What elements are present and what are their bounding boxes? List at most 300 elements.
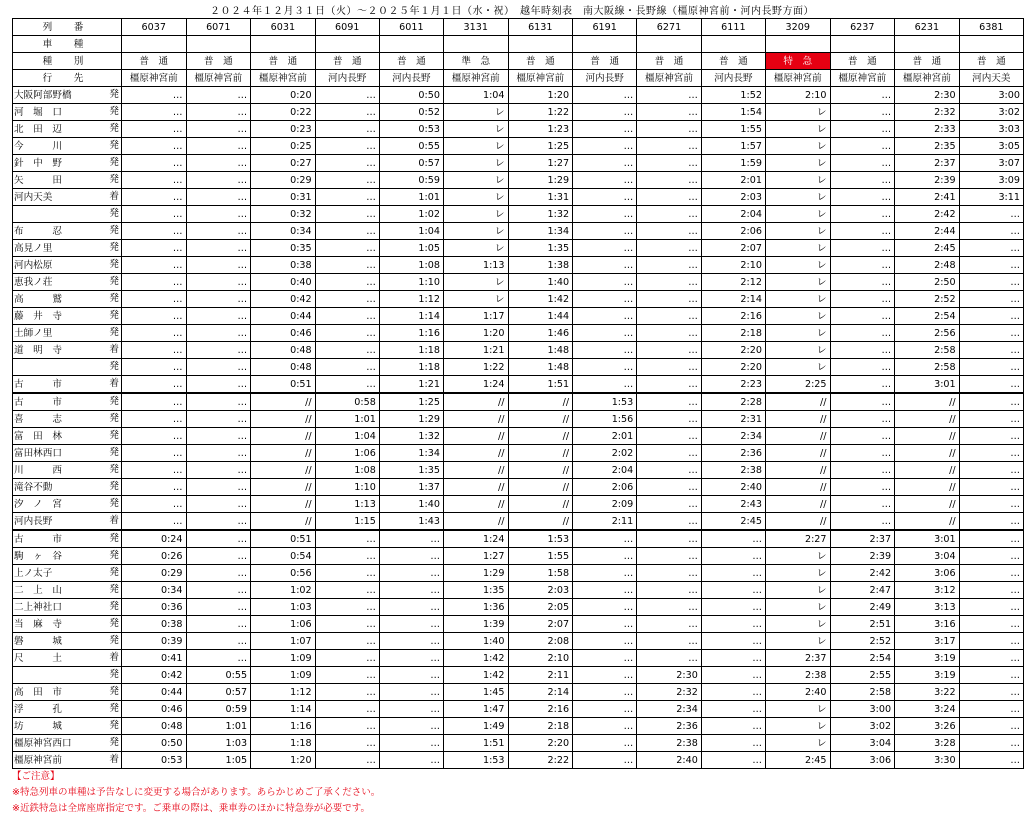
time-cell: 0:51 bbox=[251, 376, 316, 394]
header-cell bbox=[508, 36, 573, 53]
header-cell bbox=[121, 36, 186, 53]
time-cell: 1:47 bbox=[443, 701, 508, 718]
table-row bbox=[13, 87, 1024, 104]
time-cell: 0:32 bbox=[251, 206, 316, 223]
header-cell: 普 通 bbox=[379, 53, 443, 70]
time-cell: 2:52 bbox=[830, 633, 895, 650]
station-cell bbox=[13, 121, 122, 138]
time-cell: … bbox=[379, 752, 443, 769]
time-cell: … bbox=[315, 257, 379, 274]
station-name: 矢 田 bbox=[14, 174, 62, 186]
time-cell: 1:29 bbox=[508, 172, 573, 189]
time-cell: … bbox=[830, 496, 895, 513]
header-cell bbox=[637, 36, 702, 53]
station-cell bbox=[13, 428, 122, 445]
time-cell: … bbox=[959, 752, 1023, 769]
time-cell: 2:20 bbox=[701, 359, 765, 376]
time-cell: 0:58 bbox=[315, 393, 379, 411]
time-cell: … bbox=[637, 342, 702, 359]
table-row bbox=[13, 155, 1024, 172]
time-cell: … bbox=[573, 138, 637, 155]
time-cell: 0:38 bbox=[121, 616, 186, 633]
time-cell: … bbox=[186, 138, 251, 155]
time-cell: … bbox=[830, 411, 895, 428]
time-cell: 2:01 bbox=[701, 172, 765, 189]
time-cell: 2:10 bbox=[701, 257, 765, 274]
time-cell: … bbox=[637, 496, 702, 513]
station-cell bbox=[13, 359, 122, 376]
time-cell: レ bbox=[765, 308, 830, 325]
time-cell: レ bbox=[765, 633, 830, 650]
arrive-depart-mark: 発 bbox=[109, 430, 119, 441]
time-cell: … bbox=[701, 667, 765, 684]
station-name: 磐 城 bbox=[14, 635, 62, 647]
time-cell: 3:12 bbox=[895, 582, 960, 599]
time-cell: 1:27 bbox=[443, 548, 508, 565]
time-cell: … bbox=[637, 479, 702, 496]
header-row bbox=[13, 53, 1024, 70]
arrive-depart-mark: 発 bbox=[109, 635, 119, 646]
time-cell: … bbox=[379, 530, 443, 548]
time-cell: … bbox=[573, 582, 637, 599]
header-cell: 橿原神宮前 bbox=[251, 70, 316, 87]
time-cell: 1:42 bbox=[508, 291, 573, 308]
time-cell: 0:51 bbox=[251, 530, 316, 548]
time-cell: … bbox=[637, 240, 702, 257]
time-cell: // bbox=[765, 479, 830, 496]
time-cell: 1:01 bbox=[315, 411, 379, 428]
time-cell: … bbox=[637, 308, 702, 325]
time-cell: … bbox=[830, 206, 895, 223]
time-cell: … bbox=[121, 308, 186, 325]
header-cell: 普 通 bbox=[251, 53, 316, 70]
time-cell: … bbox=[186, 462, 251, 479]
time-cell: 1:31 bbox=[508, 189, 573, 206]
time-cell: 0:52 bbox=[379, 104, 443, 121]
arrive-depart-mark: 発 bbox=[109, 242, 119, 253]
time-cell: … bbox=[830, 274, 895, 291]
time-cell: … bbox=[379, 565, 443, 582]
time-cell: … bbox=[186, 445, 251, 462]
time-cell: 1:14 bbox=[379, 308, 443, 325]
time-cell: 1:37 bbox=[379, 479, 443, 496]
time-cell: 1:04 bbox=[315, 428, 379, 445]
time-cell: … bbox=[959, 359, 1023, 376]
station-name: 浮 孔 bbox=[14, 703, 62, 715]
time-cell: // bbox=[765, 411, 830, 428]
time-cell: 1:34 bbox=[379, 445, 443, 462]
time-cell: … bbox=[701, 752, 765, 769]
time-cell: … bbox=[573, 172, 637, 189]
time-cell: … bbox=[701, 616, 765, 633]
time-cell: 1:22 bbox=[443, 359, 508, 376]
time-cell: … bbox=[637, 530, 702, 548]
time-cell: 1:53 bbox=[443, 752, 508, 769]
time-cell: 1:08 bbox=[315, 462, 379, 479]
time-cell: … bbox=[959, 513, 1023, 531]
time-cell: … bbox=[379, 667, 443, 684]
time-cell: … bbox=[186, 479, 251, 496]
station-cell bbox=[13, 223, 122, 240]
time-cell: … bbox=[959, 684, 1023, 701]
time-cell: // bbox=[508, 479, 573, 496]
time-cell: … bbox=[186, 599, 251, 616]
time-cell: 3:26 bbox=[895, 718, 960, 735]
time-cell: … bbox=[573, 616, 637, 633]
time-cell: 1:01 bbox=[186, 718, 251, 735]
time-cell: 2:05 bbox=[508, 599, 573, 616]
time-cell: // bbox=[443, 496, 508, 513]
time-cell: … bbox=[637, 582, 702, 599]
time-cell: … bbox=[830, 445, 895, 462]
time-cell: … bbox=[315, 342, 379, 359]
time-cell: 2:56 bbox=[895, 325, 960, 342]
time-cell: … bbox=[637, 87, 702, 104]
time-cell: 0:44 bbox=[251, 308, 316, 325]
time-cell: 3:16 bbox=[895, 616, 960, 633]
time-cell: … bbox=[573, 206, 637, 223]
header-cell: 普 通 bbox=[121, 53, 186, 70]
time-cell: … bbox=[959, 650, 1023, 667]
time-cell: … bbox=[959, 376, 1023, 394]
station-cell bbox=[13, 189, 122, 206]
station-cell bbox=[13, 684, 122, 701]
arrive-depart-mark: 着 bbox=[109, 378, 119, 389]
time-cell: 1:38 bbox=[508, 257, 573, 274]
time-cell: … bbox=[959, 582, 1023, 599]
time-cell: … bbox=[121, 445, 186, 462]
time-cell: … bbox=[315, 752, 379, 769]
time-cell: … bbox=[315, 530, 379, 548]
station-cell bbox=[13, 462, 122, 479]
header-cell: 特 急 bbox=[765, 53, 830, 70]
time-cell: … bbox=[315, 701, 379, 718]
time-cell: 1:42 bbox=[443, 650, 508, 667]
time-cell: … bbox=[959, 257, 1023, 274]
time-cell: 2:38 bbox=[701, 462, 765, 479]
time-cell: 2:03 bbox=[701, 189, 765, 206]
time-cell: … bbox=[315, 684, 379, 701]
time-cell: … bbox=[637, 274, 702, 291]
header-label: 行 先 bbox=[13, 70, 122, 87]
time-cell: … bbox=[573, 104, 637, 121]
time-cell: … bbox=[573, 291, 637, 308]
time-cell: 0:44 bbox=[121, 684, 186, 701]
time-cell: // bbox=[895, 496, 960, 513]
station-cell bbox=[13, 667, 122, 684]
time-cell: レ bbox=[765, 548, 830, 565]
time-cell: レ bbox=[443, 240, 508, 257]
time-cell: … bbox=[186, 87, 251, 104]
time-cell: 3:30 bbox=[895, 752, 960, 769]
time-cell: 1:29 bbox=[443, 565, 508, 582]
time-cell: … bbox=[573, 599, 637, 616]
time-cell: 1:05 bbox=[186, 752, 251, 769]
time-cell: … bbox=[186, 155, 251, 172]
time-cell: レ bbox=[443, 104, 508, 121]
time-cell: 1:52 bbox=[701, 87, 765, 104]
time-cell: 2:50 bbox=[895, 274, 960, 291]
time-cell: 0:46 bbox=[251, 325, 316, 342]
time-cell: … bbox=[573, 667, 637, 684]
time-cell: 3:01 bbox=[895, 530, 960, 548]
time-cell: … bbox=[573, 548, 637, 565]
header-cell: 普 通 bbox=[701, 53, 765, 70]
header-cell: 6031 bbox=[251, 19, 316, 36]
time-cell: 2:11 bbox=[508, 667, 573, 684]
time-cell: … bbox=[959, 616, 1023, 633]
time-cell: … bbox=[315, 667, 379, 684]
time-cell: … bbox=[379, 599, 443, 616]
station-name: 河内松原 bbox=[14, 259, 53, 271]
time-cell: 2:36 bbox=[637, 718, 702, 735]
time-cell: … bbox=[186, 530, 251, 548]
station-name: 古 市 bbox=[14, 533, 62, 545]
time-cell: … bbox=[701, 701, 765, 718]
time-cell: … bbox=[830, 308, 895, 325]
time-cell: 3:02 bbox=[830, 718, 895, 735]
time-cell: 0:55 bbox=[186, 667, 251, 684]
time-cell: 1:14 bbox=[251, 701, 316, 718]
time-cell: 1:03 bbox=[251, 599, 316, 616]
time-cell: … bbox=[315, 633, 379, 650]
time-cell: // bbox=[443, 393, 508, 411]
time-cell: 2:34 bbox=[637, 701, 702, 718]
page-title: ２０２４年１２月３１日（火）～２０２５年１月１日（水・祝） 越年時刻表 南大阪線・長野線（橿原神宮前・河内長野方面） bbox=[210, 6, 814, 17]
time-cell: … bbox=[959, 308, 1023, 325]
time-cell: 1:35 bbox=[443, 582, 508, 599]
arrive-depart-mark: 発 bbox=[109, 140, 119, 151]
time-cell: 2:34 bbox=[701, 428, 765, 445]
time-cell: 2:44 bbox=[895, 223, 960, 240]
arrive-depart-mark: 発 bbox=[109, 618, 119, 629]
station-cell bbox=[13, 565, 122, 582]
time-cell: … bbox=[573, 565, 637, 582]
time-cell: 2:10 bbox=[508, 650, 573, 667]
time-cell: … bbox=[121, 172, 186, 189]
time-cell: // bbox=[251, 513, 316, 531]
time-cell: 0:48 bbox=[251, 342, 316, 359]
station-name: 土師ノ里 bbox=[14, 327, 53, 339]
time-cell: … bbox=[637, 155, 702, 172]
time-cell: 0:42 bbox=[251, 291, 316, 308]
time-cell: … bbox=[959, 548, 1023, 565]
time-cell: … bbox=[573, 376, 637, 394]
time-cell: 2:14 bbox=[701, 291, 765, 308]
time-cell: // bbox=[251, 393, 316, 411]
station-cell bbox=[13, 496, 122, 513]
time-cell: … bbox=[186, 342, 251, 359]
time-cell: レ bbox=[765, 565, 830, 582]
station-cell bbox=[13, 701, 122, 718]
station-name: 古 市 bbox=[14, 396, 62, 408]
time-cell: 2:09 bbox=[573, 496, 637, 513]
header-cell: 橿原神宮前 bbox=[895, 70, 960, 87]
time-cell: 0:39 bbox=[121, 633, 186, 650]
header-cell: 橿原神宮前 bbox=[508, 70, 573, 87]
time-cell: 1:06 bbox=[251, 616, 316, 633]
time-cell: … bbox=[315, 565, 379, 582]
time-cell: … bbox=[959, 462, 1023, 479]
station-cell bbox=[13, 530, 122, 548]
time-cell: 2:52 bbox=[895, 291, 960, 308]
arrive-depart-mark: 発 bbox=[109, 106, 119, 117]
time-cell: … bbox=[637, 325, 702, 342]
time-cell: 3:19 bbox=[895, 650, 960, 667]
time-cell: 2:38 bbox=[637, 735, 702, 752]
time-cell: 3:09 bbox=[959, 172, 1023, 189]
time-cell: レ bbox=[765, 701, 830, 718]
time-cell: … bbox=[121, 411, 186, 428]
time-cell: … bbox=[121, 479, 186, 496]
time-cell: … bbox=[186, 650, 251, 667]
header-cell: 普 通 bbox=[637, 53, 702, 70]
arrive-depart-mark: 発 bbox=[109, 584, 119, 595]
arrive-depart-mark: 発 bbox=[109, 396, 119, 407]
time-cell: 1:57 bbox=[701, 138, 765, 155]
time-cell: … bbox=[315, 121, 379, 138]
time-cell: 3:04 bbox=[895, 548, 960, 565]
time-cell: 1:09 bbox=[251, 650, 316, 667]
time-cell: … bbox=[121, 87, 186, 104]
time-cell: // bbox=[895, 428, 960, 445]
time-cell: 3:17 bbox=[895, 633, 960, 650]
time-cell: … bbox=[315, 735, 379, 752]
time-cell: 0:50 bbox=[121, 735, 186, 752]
time-cell: // bbox=[251, 479, 316, 496]
time-cell: … bbox=[959, 530, 1023, 548]
time-cell: … bbox=[637, 121, 702, 138]
time-cell: 1:18 bbox=[379, 342, 443, 359]
notes-title: 【ご注意】 bbox=[12, 771, 60, 782]
arrive-depart-mark: 発 bbox=[109, 208, 119, 219]
time-cell: 2:18 bbox=[508, 718, 573, 735]
time-cell: … bbox=[573, 240, 637, 257]
time-cell: … bbox=[315, 138, 379, 155]
time-cell: 2:02 bbox=[573, 445, 637, 462]
arrive-depart-mark: 発 bbox=[109, 89, 119, 100]
time-cell: 1:10 bbox=[379, 274, 443, 291]
table-row bbox=[13, 582, 1024, 599]
time-cell: … bbox=[121, 325, 186, 342]
time-cell: … bbox=[637, 172, 702, 189]
time-cell: 0:54 bbox=[251, 548, 316, 565]
time-cell: … bbox=[573, 155, 637, 172]
time-cell: … bbox=[637, 548, 702, 565]
time-cell: // bbox=[765, 462, 830, 479]
time-cell: レ bbox=[765, 342, 830, 359]
time-cell: … bbox=[573, 701, 637, 718]
time-cell: … bbox=[830, 428, 895, 445]
time-cell: 1:56 bbox=[573, 411, 637, 428]
time-cell: 3:13 bbox=[895, 599, 960, 616]
time-cell: レ bbox=[765, 718, 830, 735]
table-row bbox=[13, 359, 1024, 376]
header-cell: 3209 bbox=[765, 19, 830, 36]
time-cell: // bbox=[508, 496, 573, 513]
station-name: 坊 城 bbox=[14, 720, 62, 732]
time-cell: 1:35 bbox=[379, 462, 443, 479]
time-cell: 1:27 bbox=[508, 155, 573, 172]
time-cell: … bbox=[637, 633, 702, 650]
time-cell: … bbox=[121, 189, 186, 206]
time-cell: 2:45 bbox=[765, 752, 830, 769]
time-cell: // bbox=[251, 496, 316, 513]
station-name: 川 西 bbox=[14, 464, 62, 476]
time-cell: // bbox=[443, 445, 508, 462]
time-cell: … bbox=[379, 735, 443, 752]
time-cell: … bbox=[830, 172, 895, 189]
time-cell: 2:12 bbox=[701, 274, 765, 291]
time-cell: 0:38 bbox=[251, 257, 316, 274]
time-cell: … bbox=[186, 393, 251, 411]
time-cell: 2:37 bbox=[895, 155, 960, 172]
time-cell: … bbox=[959, 496, 1023, 513]
arrive-depart-mark: 発 bbox=[109, 413, 119, 424]
table-row bbox=[13, 223, 1024, 240]
time-cell: 2:39 bbox=[830, 548, 895, 565]
time-cell: … bbox=[959, 667, 1023, 684]
time-cell: … bbox=[637, 206, 702, 223]
time-cell: // bbox=[765, 428, 830, 445]
station-cell bbox=[13, 342, 122, 359]
time-cell: … bbox=[186, 428, 251, 445]
time-cell: 1:48 bbox=[508, 359, 573, 376]
station-cell bbox=[13, 155, 122, 172]
time-cell: 3:24 bbox=[895, 701, 960, 718]
header-cell: 橿原神宮前 bbox=[443, 70, 508, 87]
time-cell: 3:07 bbox=[959, 155, 1023, 172]
arrive-depart-mark: 発 bbox=[109, 669, 119, 680]
time-cell: 1:59 bbox=[701, 155, 765, 172]
time-cell: 2:28 bbox=[701, 393, 765, 411]
time-cell: 1:29 bbox=[379, 411, 443, 428]
arrive-depart-mark: 発 bbox=[109, 310, 119, 321]
time-cell: 2:47 bbox=[830, 582, 895, 599]
time-cell: … bbox=[830, 189, 895, 206]
time-cell: … bbox=[186, 548, 251, 565]
time-cell: 0:34 bbox=[251, 223, 316, 240]
time-cell: 1:48 bbox=[508, 342, 573, 359]
header-cell: 普 通 bbox=[573, 53, 637, 70]
table-row bbox=[13, 496, 1024, 513]
time-cell: … bbox=[959, 342, 1023, 359]
time-cell: 1:21 bbox=[379, 376, 443, 394]
time-cell: … bbox=[701, 565, 765, 582]
station-name: 上ノ太子 bbox=[14, 567, 53, 579]
time-cell: 1:16 bbox=[251, 718, 316, 735]
time-cell: … bbox=[637, 445, 702, 462]
time-cell: … bbox=[830, 342, 895, 359]
time-cell: 1:25 bbox=[379, 393, 443, 411]
station-name: 河内長野 bbox=[14, 515, 53, 527]
time-cell: … bbox=[573, 650, 637, 667]
arrive-depart-mark: 発 bbox=[109, 533, 119, 544]
time-cell: 0:36 bbox=[121, 599, 186, 616]
header-cell: 橿原神宮前 bbox=[765, 70, 830, 87]
time-cell: 0:46 bbox=[121, 701, 186, 718]
time-cell: 0:53 bbox=[379, 121, 443, 138]
time-cell: 2:10 bbox=[765, 87, 830, 104]
time-cell: レ bbox=[443, 155, 508, 172]
station-cell bbox=[13, 633, 122, 650]
time-cell: // bbox=[508, 445, 573, 462]
time-cell: 2:45 bbox=[701, 513, 765, 531]
time-cell: … bbox=[186, 274, 251, 291]
time-cell: … bbox=[959, 445, 1023, 462]
time-cell: … bbox=[830, 257, 895, 274]
time-cell: // bbox=[765, 496, 830, 513]
